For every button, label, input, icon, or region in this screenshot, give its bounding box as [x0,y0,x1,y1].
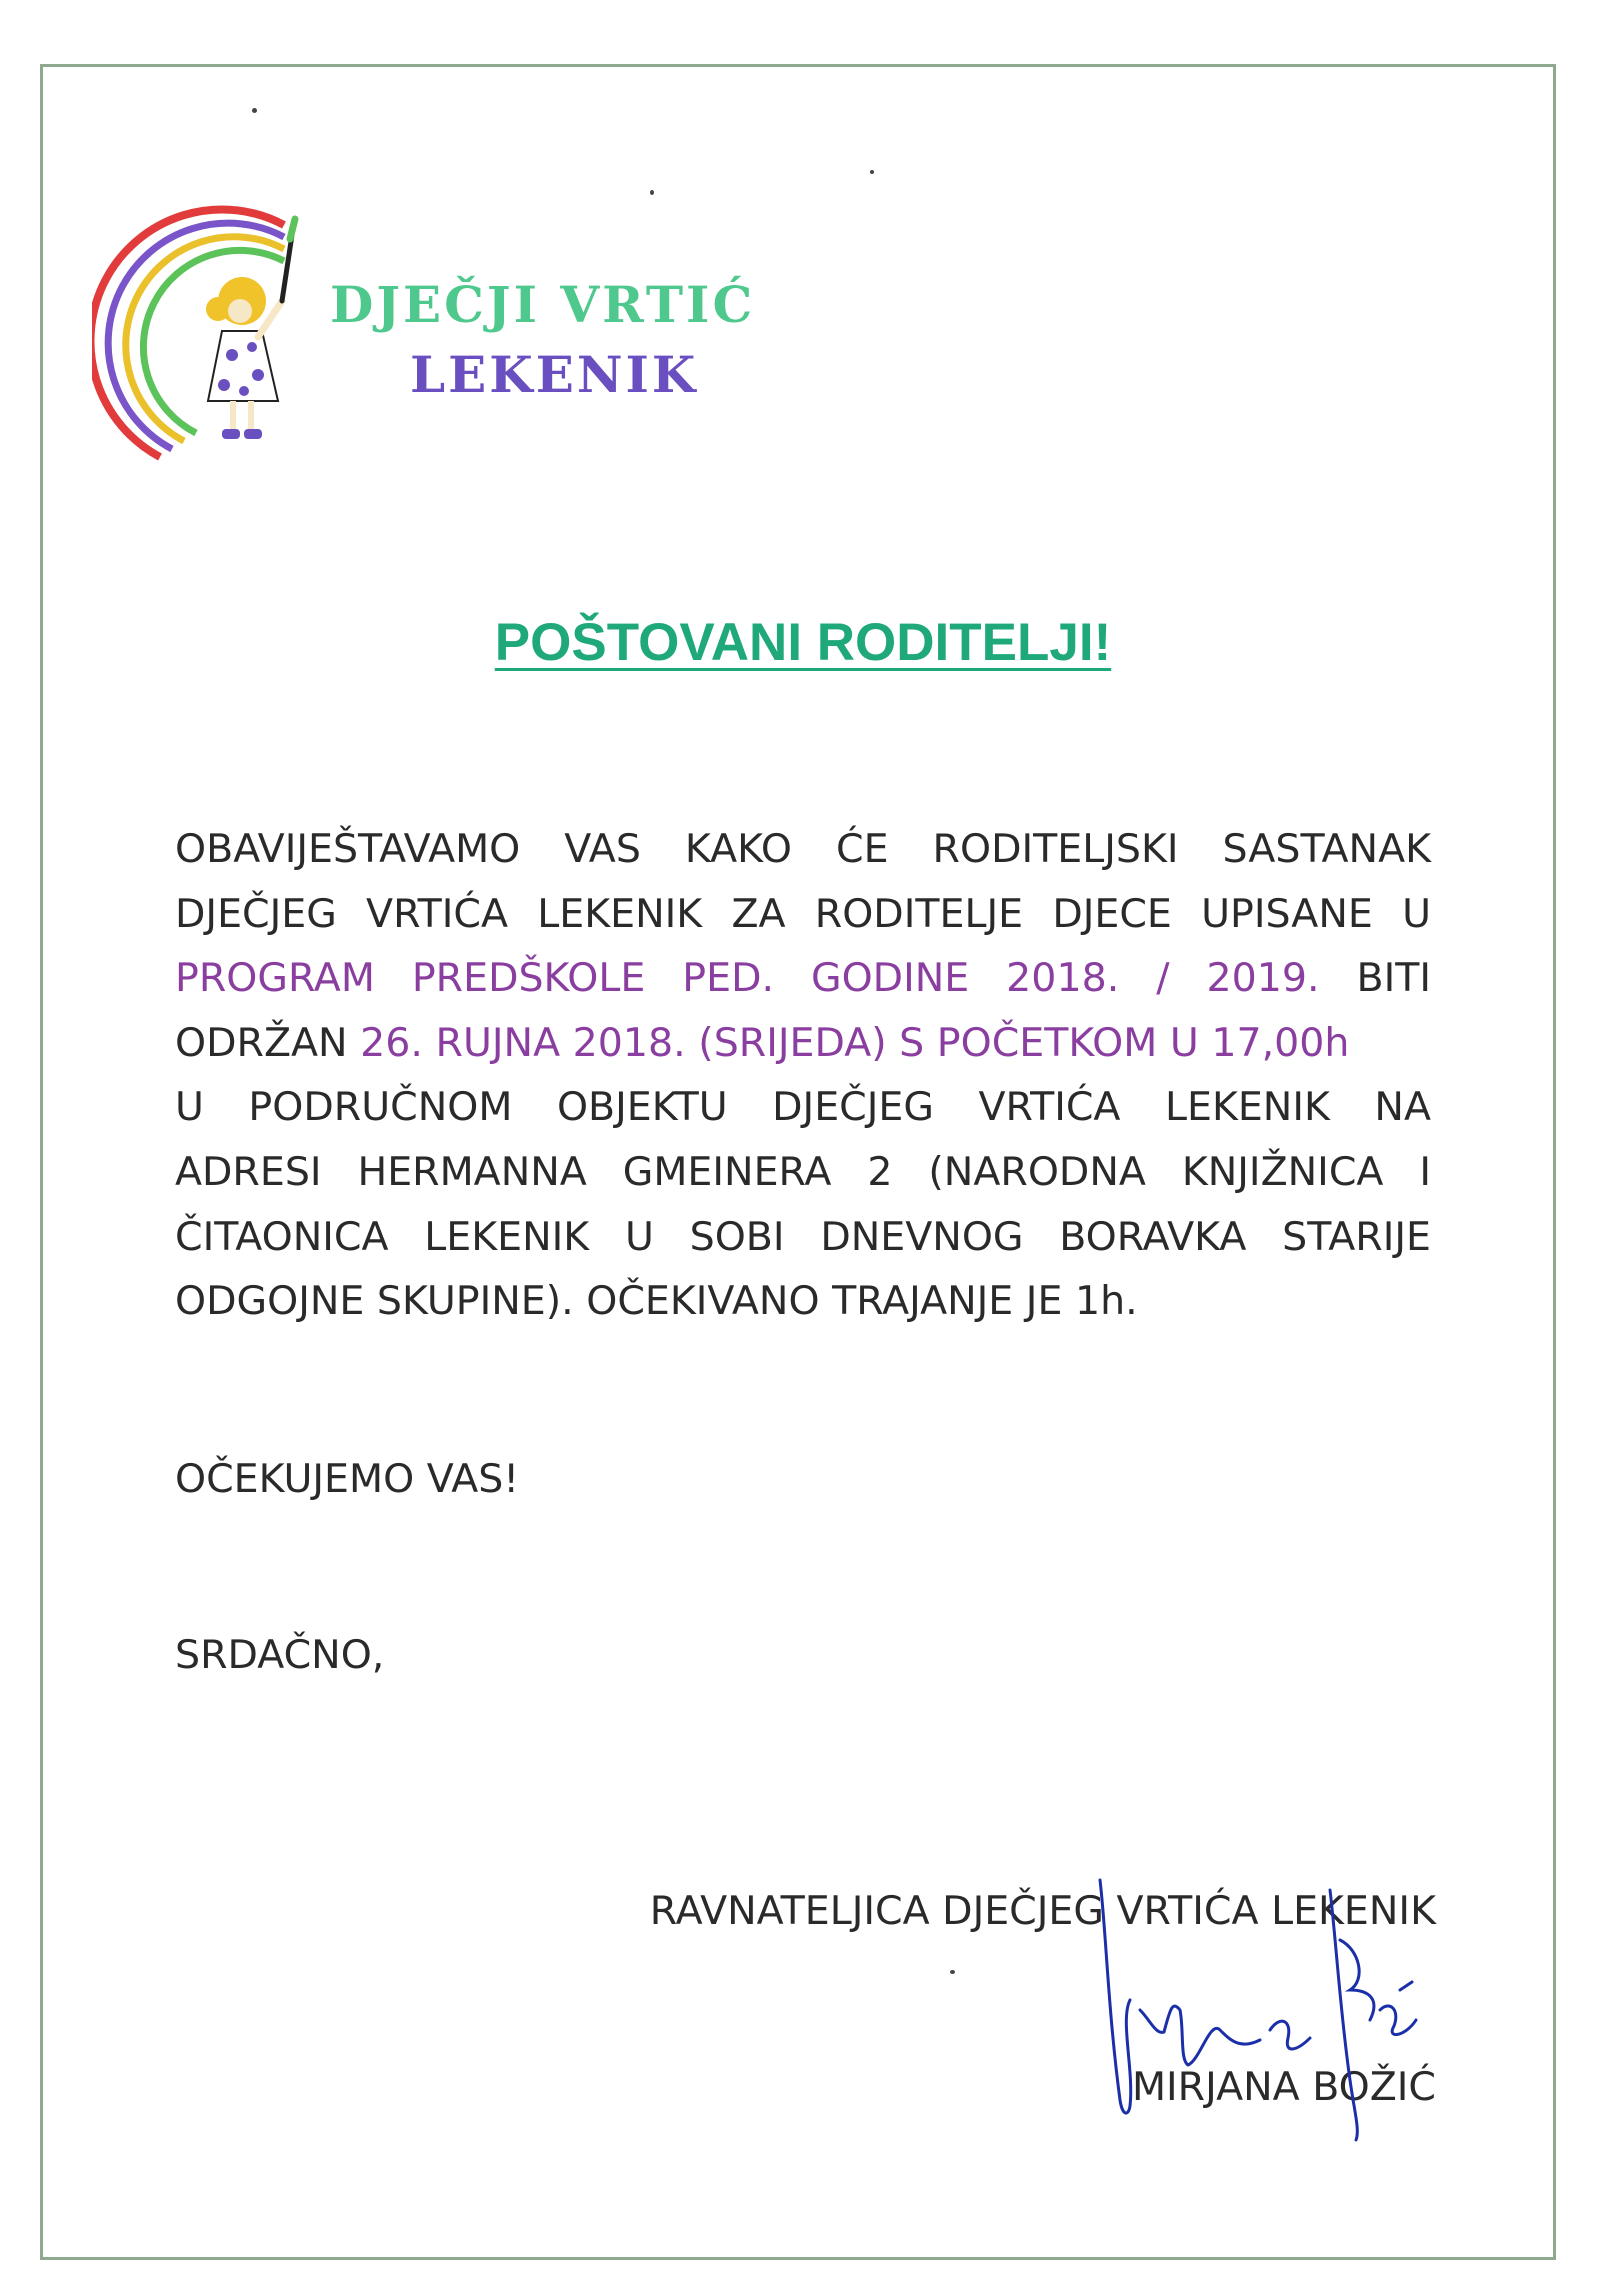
scan-speck [950,1970,955,1974]
body-line-7: ČITAONICA LEKENIK U SOBI DNEVNOG BORAVKA STARIJE [175,1213,1431,1260]
logo-title-line2: LEKENIK [410,345,699,404]
logo-title-line1: DJEČJI VRTIĆ [330,275,756,334]
rainbow-painting-girl-icon [92,205,332,475]
body-line-6: ADRESI HERMANNA GMEINERA 2 (NARODNA KNJIŽNICA I [175,1148,1431,1195]
body-line-1: OBAVIJEŠTAVAMO VAS KAKO ĆE RODITELJSKI SASTANAK [175,826,1431,872]
body-line-5: U PODRUČNOM OBJEKTU DJEČJEG VRTIĆA LEKENIK NA [175,1084,1431,1131]
body-line-3-rest: BITI [1319,955,1431,1002]
page-heading: POŠTOVANI RODITELJI! [494,613,1112,672]
announcement-body [175,817,1431,1334]
body-line-4-start: ODRŽAN [175,1019,361,1066]
body-line-4 [175,1011,1431,1076]
closing-expect: OČEKUJEMO VAS! [175,1456,520,1502]
closing-regards: SRDAČNO, [175,1632,385,1678]
handwritten-signature [1060,1860,1460,2160]
body-line-2: DJEČJEG VRTIĆA LEKENIK ZA RODITELJE DJECE UPISANE U [175,890,1431,937]
kindergarten-logo [92,205,812,485]
signatory-name: MIRJANA BOŽIĆ [1131,2064,1436,2110]
signatory-title: RAVNATELJICA DJEČJEG VRTIĆA LEKENIK [649,1888,1436,1934]
body-line-8: ODGOJNE SKUPINE). OČEKIVANO TRAJANJE JE 1h. [175,1278,1138,1325]
scan-speck [252,108,257,113]
scan-speck [650,190,654,195]
body-line-3 [175,946,1431,1011]
meeting-date-highlight: 26. RUJNA 2018. (SRIJEDA) S POČETKOM U 17,00h [360,1019,1350,1066]
scan-speck [870,170,874,174]
program-name-highlight: PROGRAM PREDŠKOLE PED. GODINE 2018. / 2019. [175,955,1320,1002]
